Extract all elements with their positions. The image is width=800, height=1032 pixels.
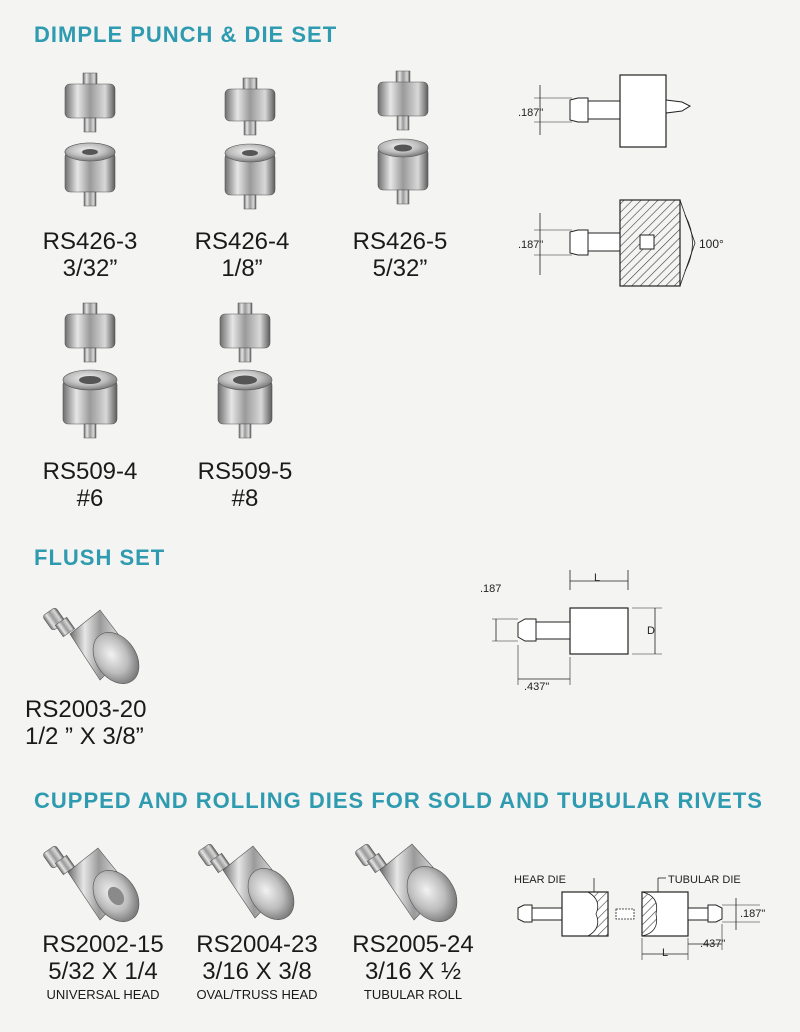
product-size: 3/16 X ½ (364, 958, 462, 985)
product-code: RS426-5 (352, 228, 448, 255)
dimple-set-image-5 (210, 300, 280, 445)
product-size: 5/32 X 1/4 (48, 958, 158, 985)
product-size: #8 (231, 485, 259, 512)
product-size: #6 (76, 485, 104, 512)
flush-dim-shank: .437" (524, 681, 550, 693)
cupped-die-image-3 (352, 838, 462, 928)
cupped-length: L (662, 947, 669, 959)
product-code: RS2004-23 (196, 931, 318, 958)
product-caption-rs2004-23 (182, 931, 332, 1002)
product-code: RS426-3 (42, 228, 138, 255)
product-caption-rs426-4 (182, 228, 302, 282)
product-size: 1/8” (221, 255, 263, 282)
dimple-dim-top: .187" (518, 107, 544, 119)
cupped-die-image-1 (40, 840, 140, 930)
product-caption-rs2003-20 (25, 696, 195, 750)
product-size: 1/2 ” X 3/8” (25, 723, 144, 750)
dimple-dim-bottom: .187" (518, 239, 544, 251)
product-size: 3/16 X 3/8 (202, 958, 312, 985)
dimple-angle: 100° (699, 237, 724, 251)
section-title-flush: FLUSH SET (34, 545, 166, 570)
cupped-die-image-2 (195, 838, 295, 928)
product-size: 5/32” (372, 255, 428, 282)
flush-dim-dia: .187 (480, 583, 502, 595)
product-caption-rs2005-24 (338, 931, 488, 1002)
product-note: OVAL/TRUSS HEAD (196, 987, 318, 1002)
product-code: RS2003-20 (25, 696, 147, 723)
product-size: 3/32” (62, 255, 118, 282)
cupped-left-label: HEAR DIE (514, 874, 566, 886)
cupped-shank: .437" (700, 938, 726, 950)
section-title-dimple: DIMPLE PUNCH & DIE SET (34, 22, 338, 47)
flush-dim-length: L (594, 572, 601, 584)
flush-dim-diameter: D (647, 625, 655, 637)
product-caption-rs426-5 (340, 228, 460, 282)
product-code: RS2005-24 (352, 931, 474, 958)
product-caption-rs2002-15 (28, 931, 178, 1002)
dimple-set-image-3 (368, 68, 438, 213)
dimple-set-image-1 (55, 70, 125, 215)
flush-set-image (40, 600, 140, 690)
dimple-set-image-4 (55, 300, 125, 445)
product-code: RS509-4 (42, 458, 138, 485)
product-note: UNIVERSAL HEAD (46, 987, 160, 1002)
section-title-cupped: CUPPED AND ROLLING DIES FOR SOLD AND TUBULAR RIVETS (34, 788, 763, 813)
product-code: RS2002-15 (42, 931, 164, 958)
product-code: RS426-4 (194, 228, 290, 255)
product-code: RS509-5 (197, 458, 293, 485)
dimple-set-image-2 (215, 75, 285, 220)
product-caption-rs426-3 (30, 228, 150, 282)
cupped-right-label: TUBULAR DIE (668, 874, 741, 886)
product-caption-rs509-4 (30, 458, 150, 512)
cupped-dim: .187" (740, 908, 766, 920)
product-caption-rs509-5 (185, 458, 305, 512)
product-note: TUBULAR ROLL (363, 987, 463, 1002)
